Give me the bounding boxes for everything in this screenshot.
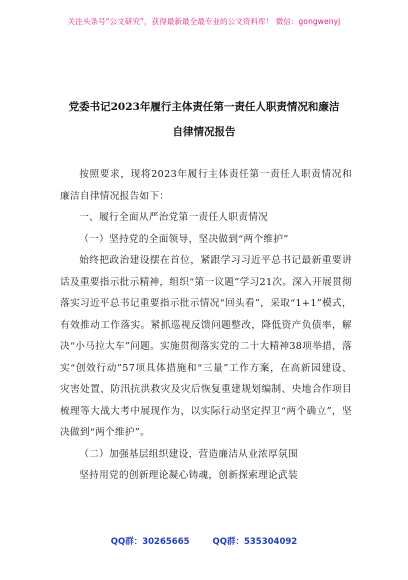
intro-paragraph: 按照要求，现将2023年履行主体责任第一责任人职责情况和廉洁自律情况报告如下：: [60, 169, 352, 202]
footer-contacts: [0, 535, 408, 547]
subsection-1-paragraph: 始终把政治建设摆在首位，紧跟学习习近平总书记最新重要讲话及重要指示批示精神，组织“第一议题”学习21次。深入开展贯彻落实习近平总书记重要指示批示情况“回头看”，采取“1+1”模式，有效推动工作落实。紧抓巡视反馈问题整改，降低资产负债率，解决“小马拉大车”问题。实施贯彻落实党的二十大精神38项举措，落实“创效行动”57项具体措施和“三量”工作方案，在高新园建设、灾害处置、防汛抗洪救灾及灾后恢复重建规划编制、央地合作项目梳理等大战大考中展现作为，以实际行动坚定捍卫“两个确立”，坚决做到“两个维护”。: [60, 255, 352, 438]
document-body: [60, 164, 352, 487]
document-title-line-1: 党委书记2023年履行主体责任第一责任人职责情况和廉洁: [68, 101, 340, 113]
footer-qq-group-2: QQ群：535304092: [212, 537, 298, 547]
subsection-2-heading: （二）加强基层组织建设，营造廉洁从业浓厚氛围: [79, 448, 298, 460]
promo-banner: [0, 16, 408, 27]
promo-banner-text: 关注头条号“公文研究”，获得最新最全最专业的公文资料库！: [67, 17, 274, 26]
footer-qq-group-1: QQ群：30265665: [110, 537, 190, 547]
subsection-1-heading: （一）坚持党的全面领导，坚决做到“两个维护”: [79, 233, 289, 245]
document-title-line-2: 自律情况报告: [172, 126, 236, 138]
section-1-heading: 一、履行全面从严治党第一责任人职责情况: [79, 212, 269, 223]
promo-banner-contact: 微信：gongwenyj: [275, 17, 341, 26]
subsection-2-paragraph: 坚持用党的创新理论凝心铸魂，创新探索理论武装: [79, 470, 298, 481]
